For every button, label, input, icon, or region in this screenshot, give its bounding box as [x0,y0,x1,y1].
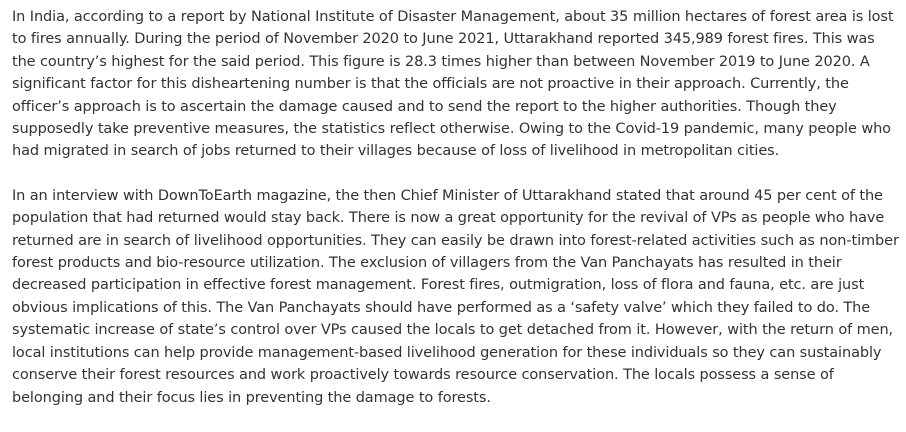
paragraph-forest-fires: In India, according to a report by National Institute of Disaster Management, about 35 million hectares of forest area is lost to fires annually. During the period of November 2020 to June 2021, Uttarakhand reported 345,989 forest fires. This was the country’s highest for the said period. This figure is 28.3 times higher than between November 2019 to June 2020. A significant factor for this disheartening number is that the officials are not proactive in their approach. Currently, the officer’s approach is to ascertain the damage caused and to send the report to the higher authorities. Though they supposedly take preventive measures, the statistics reflect otherwise. Owing to the Covid-19 pandemic, many people who had migrated in search of jobs returned to their villages because of loss of livelihood in metropolitan cities. [12,9,894,160]
paragraph-van-panchayats: In an interview with DownToEarth magazine, the then Chief Minister of Uttarakhand stated that around 45 per cent of the population that had returned would stay back. There is now a great opportunity for the revival of VPs as people who have returned are in search of livelihood opportunities. They can easily be drawn into forest-related activities such as non-timber forest products and bio-resource utilization. The exclusion of villagers from the Van Panchayats has resulted in their decreased participation in effective forest management. Forest fires, outmigration, loss of flora and fauna, etc. are just obvious implications of this. The Van Panchayats should have performed as a ‘safety valve’ which they failed to do. The systematic increase of state’s control over VPs caused the locals to get detached from it. However, with the return of men, local institutions can help provide management-based livelihood generation for these individuals so they can sustainably conserve their forest resources and work proactively towards resource conservation. The locals possess a sense of belonging and their focus lies in preventing the damage to forests. [12,187,899,406]
